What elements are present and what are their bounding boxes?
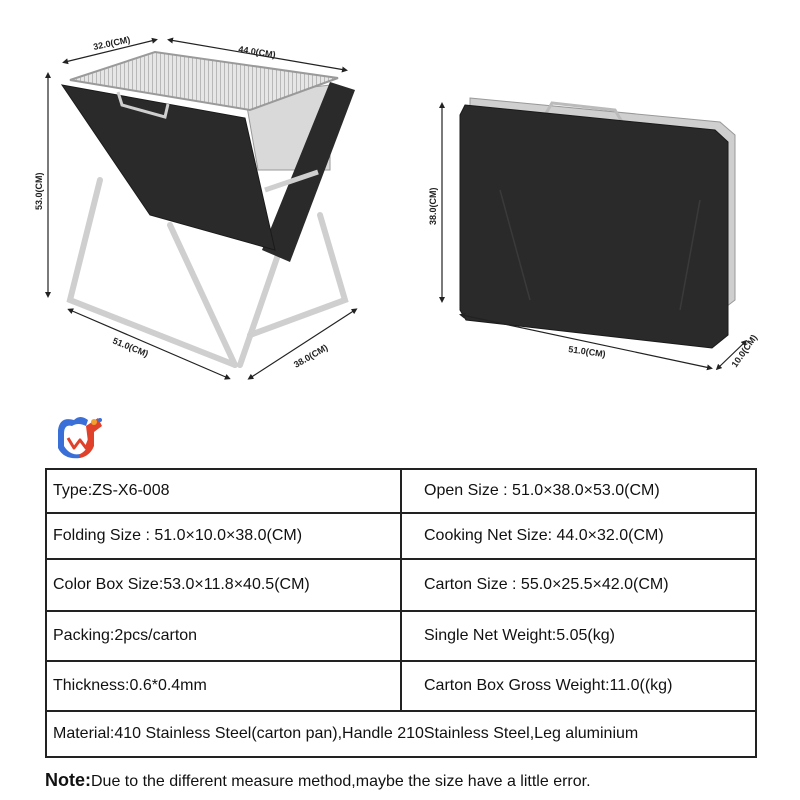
folded-height-label: 38.0(CM) [428, 187, 438, 225]
open-grill-drawing [62, 52, 355, 365]
open-base-length-label: 51.0(CM) [111, 335, 150, 359]
table-row [46, 661, 756, 711]
folded-thickness-label: 10.0(CM) [729, 332, 760, 370]
note-text: Due to the different measure method,maybe the size have a little error. [91, 773, 591, 790]
spec-table [45, 468, 757, 758]
spec-type: Type:ZS-X6-008 [46, 469, 401, 513]
spec-color-box-size: Color Box Size:53.0×11.8×40.5(CM) [46, 559, 401, 611]
spec-carton-size: Carton Size : 55.0×25.5×42.0(CM) [401, 559, 756, 611]
table-row [46, 469, 756, 513]
note-label: Note: [45, 770, 91, 790]
folded-black-case [460, 105, 728, 348]
open-base-depth-label: 38.0(CM) [292, 342, 330, 370]
table-row [46, 711, 756, 757]
spec-folding-size: Folding Size : 51.0×10.0×38.0(CM) [46, 513, 401, 559]
note [45, 770, 765, 791]
spec-packing: Packing:2pcs/carton [46, 611, 401, 661]
spec-thickness: Thickness:0.6*0.4mm [46, 661, 401, 711]
spec-carton-gross-weight: Carton Box Gross Weight:11.0((kg) [401, 661, 756, 711]
table-row [46, 559, 756, 611]
table-row [46, 611, 756, 661]
open-height-label: 53.0(CM) [34, 172, 44, 210]
brand-logo [50, 412, 110, 462]
open-width-label: 32.0(CM) [92, 34, 132, 52]
folded-grill-drawing [460, 98, 735, 348]
spec-single-net-weight: Single Net Weight:5.05(kg) [401, 611, 756, 661]
spec-cooking-net-size: Cooking Net Size: 44.0×32.0(CM) [401, 513, 756, 559]
spec-open-size: Open Size : 51.0×38.0×53.0(CM) [401, 469, 756, 513]
spec-material: Material:410 Stainless Steel(carton pan),Handle 210Stainless Steel,Leg aluminium [46, 711, 756, 757]
open-length-label: 44.0(CM) [237, 44, 277, 60]
folded-length-label: 51.0(CM) [567, 344, 607, 360]
table-row [46, 513, 756, 559]
